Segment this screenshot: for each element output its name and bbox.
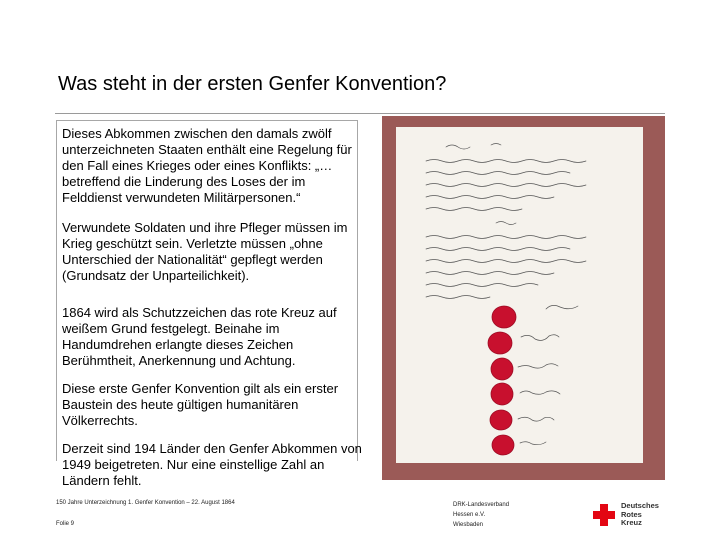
footer-event-caption: 150 Jahre Unterzeichnung 1. Genfer Konvention – 22. August 1864 (56, 500, 235, 506)
paragraph-red-cross-emblem: 1864 wird als Schutzzeichen das rote Kreuz auf weißem Grund festgelegt. Beinahe im Handumdrehen erlangte dieses Zeichen Berühmtheit, Anerkennung und Achtung. (62, 305, 337, 368)
handwritten-document-sheet (396, 127, 643, 463)
red-cross-icon (593, 504, 615, 526)
paragraph-humanitarian-law: Diese erste Genfer Konvention gilt als ein erster Baustein des heute gültigen humanitären Völkerrechts. (62, 381, 339, 428)
footer-org-line: DRK-Landesverband (453, 502, 510, 508)
logo-wordmark (621, 502, 659, 528)
footer-organization (453, 500, 543, 530)
paragraph-member-states: Derzeit sind 194 Länder den Genfer Abkommen von 1949 beigetreten. Nur eine einstellige Zahl an Ländern fehlt. (62, 441, 362, 488)
logo-line: Rotes (621, 509, 642, 519)
logo-line: Kreuz (621, 518, 642, 527)
paragraph-agreement: Dieses Abkommen zwischen den damals zwölf unterzeichneten Staaten enthält eine Regelung für den Fall eines Krieges oder eines Konflikts: „…betreffend die Linderung des Loses der im Felddienst verwundeten Militärpersonen.“ (62, 126, 352, 205)
drk-logo (593, 502, 663, 528)
footer-page-number: Folie 9 (56, 521, 75, 527)
convention-document-image (382, 116, 665, 480)
footer-org-line: Hessen e.V. (453, 512, 486, 518)
paragraph-wounded-soldiers: Verwundete Soldaten und ihre Pfleger müssen im Krieg geschützt sein. Verletzte müssen „ohne Unterschied der Nationalität“ gepflegt werden (Grundsatz der Unparteilichkeit). (62, 220, 348, 283)
slide-title: Was steht in der ersten Genfer Konvention? (58, 73, 447, 95)
handwritten-document-drawing (396, 127, 643, 463)
title-divider (55, 113, 665, 114)
footer-org-line: Wiesbaden (453, 522, 484, 528)
logo-line: Deutsches (621, 501, 659, 510)
